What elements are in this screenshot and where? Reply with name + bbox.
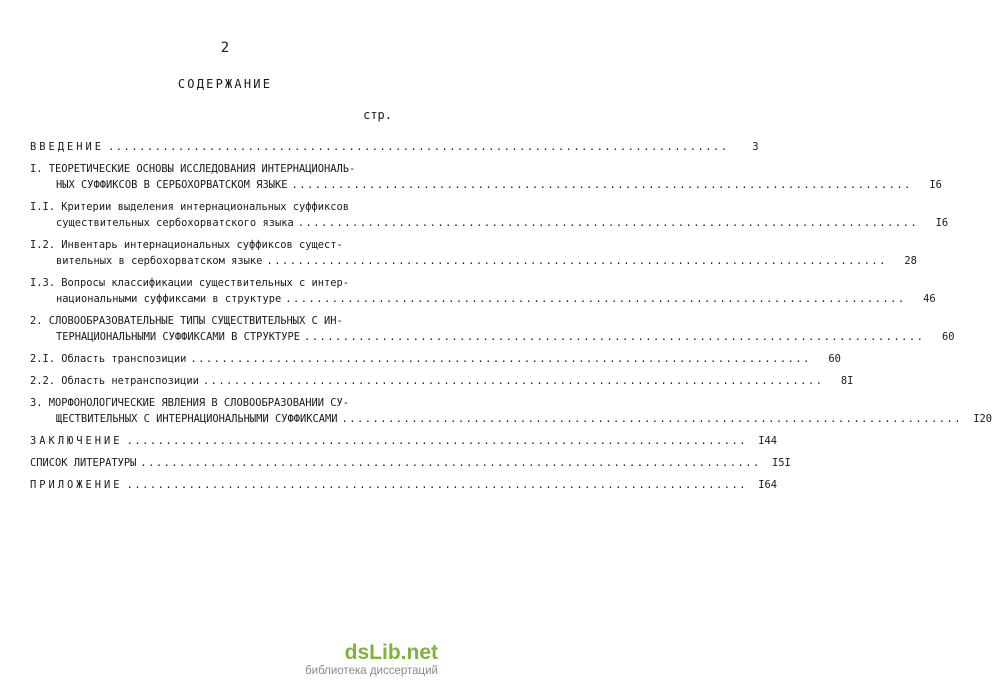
toc-entry xyxy=(30,275,936,307)
toc-entry-line: ТЕРНАЦИОНАЛЬНЫМИ СУФФИКСАМИ В СТРУКТУРЕ xyxy=(56,331,300,343)
toc-entry xyxy=(30,313,955,345)
toc-leader-dots: ................................................................................ xyxy=(285,293,906,305)
watermark-logo: dsLib.net xyxy=(344,641,438,664)
toc-page-number: I44 xyxy=(758,435,778,447)
toc-page-number: I64 xyxy=(758,479,778,491)
toc-page-number: 8I xyxy=(840,375,854,387)
toc-entry xyxy=(30,395,992,427)
toc-entry xyxy=(30,477,778,493)
toc-leader-dots: ................................................................................ xyxy=(126,435,748,447)
toc-entry-line: ЗАКЛЮЧЕНИЕ xyxy=(30,435,123,447)
toc-entry xyxy=(30,433,778,449)
toc-entry-line: ВВЕДЕНИЕ xyxy=(30,141,105,153)
toc-entry-line: I.3. Вопросы классификации существительных с интер- xyxy=(30,277,350,289)
toc-entry xyxy=(30,161,942,193)
page-column-header: стр. xyxy=(363,108,392,122)
toc-entry-line: 3. МОРФОНОЛОГИЧЕСКИЕ ЯВЛЕНИЯ В СЛОВООБРАЗОВАНИИ СУ- xyxy=(30,397,350,409)
toc-leader-dots: ................................................................................ xyxy=(126,479,748,491)
toc-leader-dots: ................................................................................ xyxy=(190,353,811,365)
toc-entry-line: СПИСОК ЛИТЕРАТУРЫ xyxy=(30,457,137,469)
toc-leader-dots: ................................................................................ xyxy=(341,413,962,425)
toc-entry xyxy=(30,455,791,471)
toc-entry-line: ЩЕСТВИТЕЛЬНЫХ С ИНТЕРНАЦИОНАЛЬНЫМИ СУФФИКСАМИ xyxy=(56,413,338,425)
toc-leader-dots: ................................................................................ xyxy=(108,141,729,153)
toc-page-number: 3 xyxy=(752,141,759,153)
toc-page-number: I6 xyxy=(935,217,949,229)
toc-entry-line: НЫХ СУФФИКСОВ В СЕРБОХОРВАТСКОМ ЯЗЫКЕ xyxy=(56,179,288,191)
toc-leader-dots: ................................................................................ xyxy=(202,375,824,387)
watermark-subtitle: библиотека диссертаций xyxy=(305,665,438,677)
watermark xyxy=(305,642,438,678)
toc-entry xyxy=(30,351,841,367)
toc-entry xyxy=(30,237,917,269)
toc-page-number: I20 xyxy=(973,413,992,425)
toc-entry-line: I. ТЕОРЕТИЧЕСКИЕ ОСНОВЫ ИССЛЕДОВАНИЯ ИНТЕРНАЦИОНАЛЬ- xyxy=(30,163,356,175)
toc-leader-dots: ................................................................................ xyxy=(266,255,887,267)
toc-entry-line: I.2. Инвентарь интернациональных суффиксов сущест- xyxy=(30,239,343,251)
toc-leader-dots: ................................................................................ xyxy=(140,457,761,469)
toc-entry-line: 2.I. Область транспозиции xyxy=(30,353,187,365)
toc-page-number: 60 xyxy=(941,331,955,343)
toc-leader-dots: ................................................................................ xyxy=(303,331,925,343)
toc-page-number: I5I xyxy=(772,457,791,469)
toc-entry-line: I.I. Критерии выделения интернациональных суффиксов xyxy=(30,201,350,213)
page-title: СОДЕРЖАНИЕ xyxy=(177,77,273,91)
toc-entry-line: 2. СЛОВООБРАЗОВАТЕЛЬНЫЕ ТИПЫ СУЩЕСТВИТЕЛЬНЫХ С ИН- xyxy=(30,315,343,327)
toc-page-number: 28 xyxy=(904,255,917,267)
toc-entry-line: вительных в сербохорватском языке xyxy=(56,255,263,267)
toc-entry xyxy=(30,199,949,231)
toc-leader-dots: ................................................................................ xyxy=(297,217,919,229)
toc-leader-dots: ................................................................................ xyxy=(291,179,912,191)
page-number: 2 xyxy=(220,40,230,56)
toc-entry-line: 2.2. Область нетранспозиции xyxy=(30,375,199,387)
toc-entry xyxy=(30,139,759,155)
toc-entry-line: ПРИЛОЖЕНИЕ xyxy=(30,479,123,491)
toc-entry xyxy=(30,373,854,389)
toc-entry-line: национальными суффиксами в структуре xyxy=(56,293,282,305)
toc-entry-line: существительных сербохорватского языка xyxy=(56,217,294,229)
table-of-contents xyxy=(30,139,992,499)
toc-page-number: I6 xyxy=(929,179,942,191)
toc-page-number: 46 xyxy=(923,293,936,305)
toc-page-number: 60 xyxy=(828,353,841,365)
